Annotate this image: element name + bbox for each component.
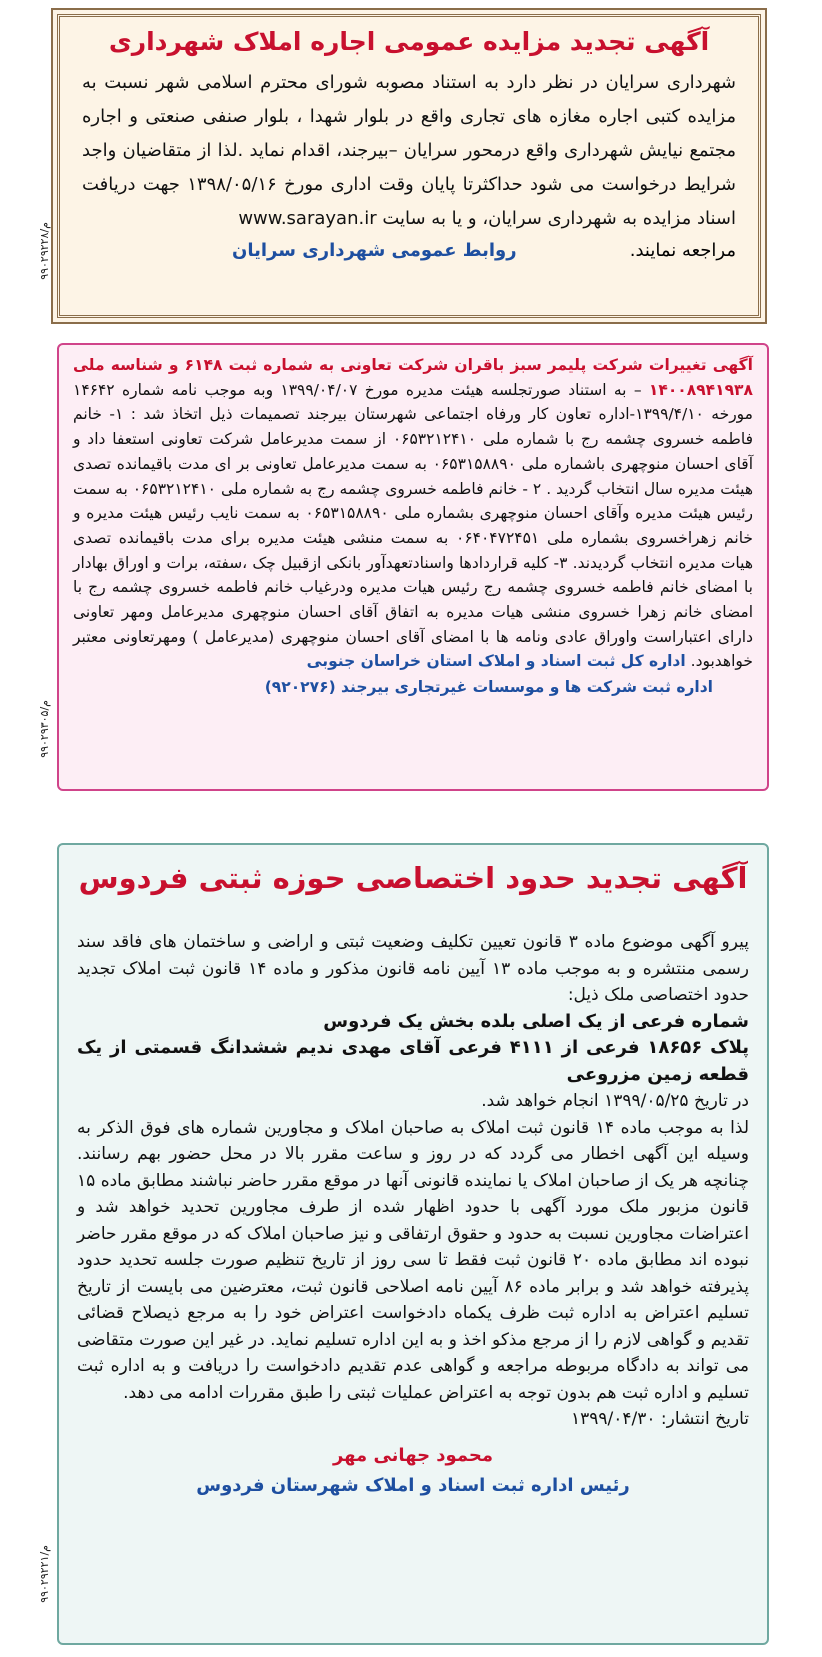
ad-lease-auction	[57, 14, 761, 318]
ad1-code: م/۹۹۰۲۹۲۲۸	[38, 222, 51, 280]
ad2-sig1: اداره کل ثبت اسناد و املاک استان خراسان جنوبی	[306, 652, 686, 671]
ad-boundary-renewal	[57, 843, 769, 1645]
ad1-closing: مراجعه نمایند.	[629, 240, 736, 261]
ad2-body: – به استناد صورتجلسه هیئت مدیره مورخ ۱۳۹۹/۰۴/۰۷ وبه موجب نامه شماره ۱۴۶۴۲ مورخه ۱۳۹۹/۴/۱۰-اداره تعاون کار ورفاه اجتماعی شهرستان بیرجند تصمیمات ذیل اتخاذ شد : ۱- خانم فاطمه خسروی چشمه رج با شماره ملی ۰۶۵۳۲۱۲۴۱۰ از سمت مدیرعامل شرکت تعاونی استعفا داد و آقای احسان منوچهری باشماره ملی ۰۶۵۳۱۵۸۸۹۰ به سمت مدیرعامل تعاونی بر ای مدت باقیمانده تصدی هیئت مدیره سال انتخاب گردید . ۲ - خانم فاطمه خسروی چشمه رج به شماره ملی ۰۶۵۳۲۱۲۴۱۰ به سمت رئیس هیئت مدیره وآقای احسان منوچهری بشماره ملی ۰۶۵۳۱۵۸۸۹۰ به سمت نایب رئیس هیئت مدیره و خانم زهراخسروی بشماره ملی ۰۶۴۰۴۷۲۴۵۱ به سمت منشی هیئت مدیره برای مدت باقیمانده تصدی هیات مدیره انتخاب گردیدند. ۳- کلیه قراردادها واسنادتعهدآور بانکی ازقبیل چک ،سفته، برات و اوراق بهادار با امضای خانم فاطمه خسروی چشمه رج رئیس هیات مدیره ودرغیاب خانم فاطمه خسروی چشمه رج با امضای خانم زهرا خسروی منشی هیات مدیره به اتفاق آقای احسان منوچهری مدیرعامل ومهر تعاونی دارای اعتباراست واوراق عادی ونامه ها با امضای آقای احسان منوچهری (مدیرعامل ) ومهرتعاونی معتبر خواهدبود.	[73, 380, 754, 671]
ad3-intro: پیرو آگهی موضوع ماده ۳ قانون تعیین تکلیف وضعیت ثبتی و اراضی و ساختمان های فاقد سند رسمی منتشره و به موجب ماده ۱۳ آیین نامه قانون مذکور و ماده ۱۴ قانون ثبت املاک تجدید حدود اختصاصی ملک ذیل:	[77, 932, 749, 1005]
ad2-head: آگهی تغییرات شرکت پلیمر سبز باقران شرکت تعاونی به شماره ثبت ۶۱۴۸ و شناسه ملی ۱۴۰۰۸۹۴۱۹۳۸	[73, 356, 753, 399]
ad3-signer-name: محمود جهانی مهر	[332, 1444, 494, 1466]
ad1-body: شهرداری سرایان در نظر دارد به استناد مصوبه شورای محترم اسلامی شهر نسبت به مزایده کتبی اجاره مغازه های تجاری واقع در بلوار شهدا ، بلوار صنفی صنعتی و اجاره مجتمع نیایش شهرداری واقع درمحور سرایان –بیرجند، اقدام نماید .لذا از متقاضیان واجد شرایط درخواست می شود حداکثرتا پایان وقت اداری مورخ ۱۳۹۸/۰۵/۱۶ جهت دریافت اسناد مزایده به شهرداری سرایان، و یا به سایت www.sarayan.ir	[82, 72, 736, 229]
ad3-publish-date: تاریخ انتشار: ۱۳۹۹/۰۴/۳۰	[570, 1409, 749, 1429]
ad3-line2: پلاک ۱۸۶۵۶ فرعی از ۴۱۱۱ فرعی آقای مهدی ندیم ششدانگ قسمتی از یک قطعه زمین مزروعی	[77, 1037, 749, 1085]
ad3-date-line: در تاریخ ۱۳۹۹/۰۵/۲۵ انجام خواهد شد.	[481, 1091, 749, 1111]
ad3-body: لذا به موجب ماده ۱۴ قانون ثبت املاک به صاحبان املاک و مجاورین شماره های فوق الذکر به وسیله این آگهی اخطار می گردد که در روز و ساعت مقرر بالا در محل حضور بهم رسانند. چنانچه هر یک از صاحبان املاک یا نماینده قانونی آنها در موقع مقرر حاضر نباشند مطابق ماده ۱۵ قانون مزبور ملک مورد آگهی با حدود اظهار شده از طرف مجاورین تحدید خواهد شد و اعتراضات مجاورین نسبت به حدود و حقوق ارتفاقی و نیز صاحبان املاک که در موقع مقرر حاضر نبوده اند مطابق ماده ۲۰ قانون ثبت فقط تا سی روز از تاریخ تنظیم صورت جلسه تحدید حدود پذیرفته خواهد شد و برابر ماده ۸۶ آیین نامه اصلاحی قانون ثبت، معترضین می بایست از تاریخ تسلیم اعتراض به اداره ثبت ظرف یکماه دادخواست اعتراض خود را به مرجع ذیصلاح قضائی تقدیم و گواهی لازم را از مرجع مذکو اخذ و به این اداره تسلیم نماید. در غیر این صورت متقاضی می تواند به دادگاه مربوطه مراجعه و گواهی عدم تقدیم دادخواست را دریافت و به اداره ثبت تسلیم و اداره ثبت هم بدون توجه به اعتراض عملیات ثبتی را طبق مقررات ادامه می دهد.	[77, 1117, 749, 1403]
ad2-code: م/۹۹۰۲۹۳۰۵	[38, 700, 51, 758]
ad1-title: آگهی تجدید مزایده عمومی اجاره املاک شهرداری	[108, 27, 710, 56]
ad2-sig2: اداره ثبت شرکت ها و موسسات غیرتجاری بیرجند (۹۲۰۲۷۶)	[264, 678, 713, 697]
ad3-line1: شماره فرعی از یک اصلی بلده بخش یک فردوس	[323, 1010, 749, 1032]
ad3-signer-title: رئیس اداره ثبت اسناد و املاک شهرستان فردوس	[196, 1474, 630, 1496]
ad-company-changes	[57, 343, 769, 791]
ad1-signature: روابط عمومی شهرداری سرایان	[232, 240, 517, 261]
ad3-title: آگهی تجدید حدود اختصاصی حوزه ثبتی فردوس	[78, 861, 748, 895]
ad1-footer	[82, 236, 736, 266]
ad3-code: م/۹۹۰۲۹۲۲۱	[38, 1545, 51, 1603]
